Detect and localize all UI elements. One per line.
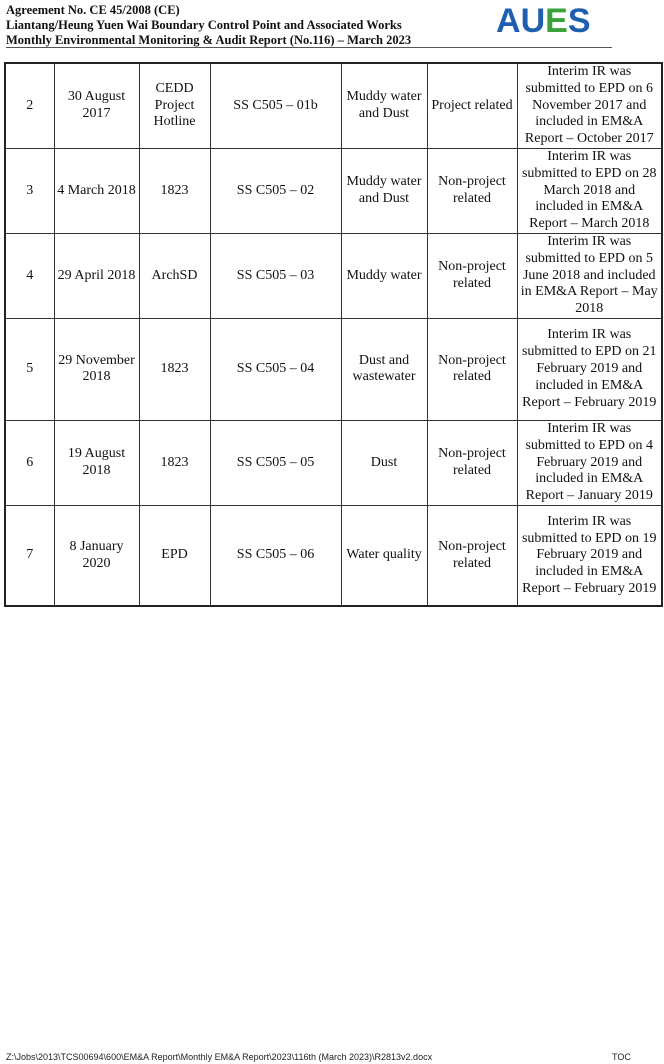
aues-logo — [496, 2, 608, 40]
cell-source: 1823 — [139, 420, 210, 505]
cell-status: Non-project related — [427, 505, 517, 606]
cell-no: 6 — [5, 420, 54, 505]
cell-date: 29 April 2018 — [54, 233, 139, 318]
cell-no: 5 — [5, 318, 54, 420]
logo-letter: U — [520, 2, 546, 40]
cell-source: 1823 — [139, 148, 210, 233]
cell-remarks: Interim IR was submitted to EPD on 19 February 2019 and included in EM&A Report – February 2019 — [517, 505, 662, 606]
cell-date: 29 November 2018 — [54, 318, 139, 420]
cell-status: Non-project related — [427, 148, 517, 233]
cell-status: Project related — [427, 63, 517, 148]
page-label: TOC — [612, 1052, 631, 1062]
cell-remarks: Interim IR was submitted to EPD on 21 February 2019 and included in EM&A Report – February 2019 — [517, 318, 662, 420]
cell-ref: SS C505 – 04 — [210, 318, 341, 420]
cell-date: 8 January 2020 — [54, 505, 139, 606]
cell-nature: Muddy water and Dust — [341, 148, 427, 233]
cell-remarks: Interim IR was submitted to EPD on 5 June 2018 and included in EM&A Report – May 2018 — [517, 233, 662, 318]
cell-ref: SS C505 – 06 — [210, 505, 341, 606]
cell-source: CEDD Project Hotline — [139, 63, 210, 148]
table-row — [5, 63, 662, 148]
cell-no: 4 — [5, 233, 54, 318]
cell-ref: SS C505 – 03 — [210, 233, 341, 318]
logo-letter: S — [567, 2, 591, 40]
table-row — [5, 318, 662, 420]
cell-source: ArchSD — [139, 233, 210, 318]
cell-nature: Muddy water — [341, 233, 427, 318]
file-path: Z:\Jobs\2013\TCS00694\600\EM&A Report\Monthly EM&A Report\2023\116th (March 2023)\R2813v2.docx — [6, 1052, 433, 1062]
logo-letter: A — [496, 2, 521, 40]
cell-remarks: Interim IR was submitted to EPD on 28 March 2018 and included in EM&A Report – March 2018 — [517, 148, 662, 233]
cell-date: 19 August 2018 — [54, 420, 139, 505]
cell-ref: SS C505 – 05 — [210, 420, 341, 505]
table-body — [5, 63, 662, 606]
agreement-number: Agreement No. CE 45/2008 (CE) — [6, 3, 180, 17]
cell-status: Non-project related — [427, 233, 517, 318]
table-row — [5, 148, 662, 233]
table-row — [5, 420, 662, 505]
project-title: Liantang/Heung Yuen Wai Boundary Control Point and Associated Works — [6, 18, 402, 32]
cell-date: 30 August 2017 — [54, 63, 139, 148]
cell-nature: Muddy water and Dust — [341, 63, 427, 148]
table-row — [5, 233, 662, 318]
cell-ref: SS C505 – 01b — [210, 63, 341, 148]
cell-no: 2 — [5, 63, 54, 148]
cell-source: EPD — [139, 505, 210, 606]
table-row — [5, 505, 662, 606]
cell-no: 7 — [5, 505, 54, 606]
complaint-log-table — [4, 62, 663, 607]
cell-source: 1823 — [139, 318, 210, 420]
cell-no: 3 — [5, 148, 54, 233]
cell-nature: Dust and wastewater — [341, 318, 427, 420]
cell-remarks: Interim IR was submitted to EPD on 4 February 2019 and included in EM&A Report – January 2019 — [517, 420, 662, 505]
cell-date: 4 March 2018 — [54, 148, 139, 233]
report-title: Monthly Environmental Monitoring & Audit Report (No.116) – March 2023 — [6, 33, 412, 47]
header-divider — [6, 47, 612, 48]
cell-ref: SS C505 – 02 — [210, 148, 341, 233]
logo-letter: E — [545, 2, 568, 40]
cell-status: Non-project related — [427, 318, 517, 420]
cell-nature: Dust — [341, 420, 427, 505]
cell-status: Non-project related — [427, 420, 517, 505]
cell-nature: Water quality — [341, 505, 427, 606]
cell-remarks: Interim IR was submitted to EPD on 6 November 2017 and included in EM&A Report – October 2017 — [517, 63, 662, 148]
